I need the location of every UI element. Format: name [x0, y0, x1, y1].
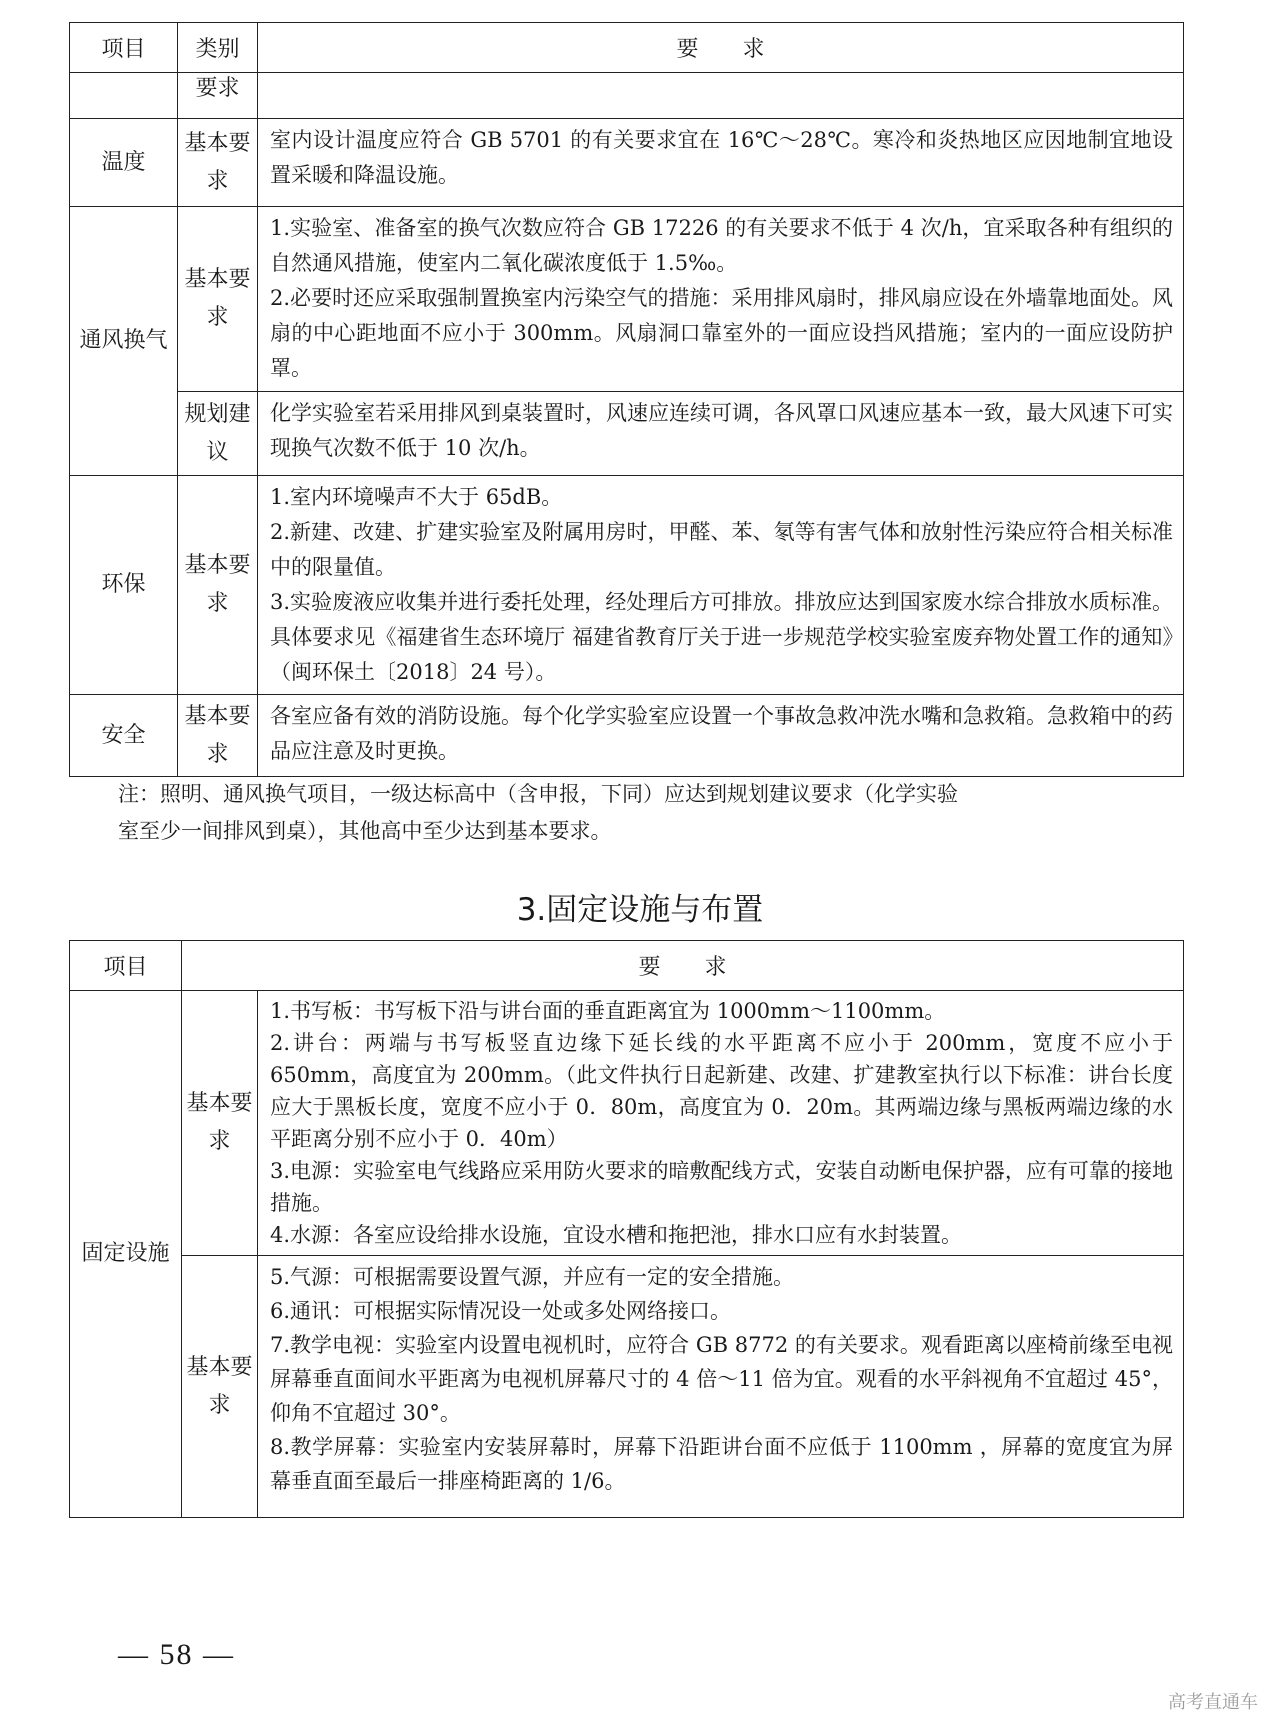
section-title: 3.固定设施与布置: [516, 892, 764, 928]
requirement-cell: 各室应备有效的消防设施。每个化学实验室应设置一个事故急救冲洗水嘴和急救箱。急救箱中的药品应注意及时更换。: [258, 695, 1184, 777]
requirement-line: 2.讲台：两端与书写板竖直边缘下延长线的水平距离不应小于 200mm，宽度不应小于 650mm，高度宜为 200mm。（此文件执行日起新建、改建、扩建教室执行以下标准：讲台长度应大于黑板长度，宽度不应小于 0．80m，高度宜为 0．20m。其两端边缘与黑板两端边缘的水平距离分别不应小于 0．40m）: [270, 1031, 1173, 1151]
requirement-line: 2.必要时还应采取强制置换室内污染空气的措施：采用排风扇时，排风扇应设在外墙靠地面处。风扇的中心距地面不应小于 300mm。风扇洞口靠室外的一面应设挡风措施；室内的一面应设防护罩。: [270, 286, 1173, 380]
table-row: [70, 73, 1184, 119]
requirement-cell: [258, 476, 1184, 695]
requirement-line: 2.新建、改建、扩建实验室及附属用房时，甲醛、苯、氡等有害气体和放射性污染应符合相关标准中的限量值。: [270, 520, 1173, 579]
requirement-line: 6.通讯：可根据实际情况设一处或多处网络接口。: [270, 1299, 732, 1323]
item-cell: 固定设施: [70, 991, 182, 1518]
requirement-line: 3.电源：实验室电气线路应采用防火要求的暗敷配线方式，安装自动断电保护器，应有可靠的接地措施。: [270, 1159, 1173, 1215]
header-category: 类别: [178, 23, 258, 73]
requirement-cell: [258, 991, 1184, 1256]
category-cell: 要求: [178, 73, 258, 119]
table-note: [118, 776, 1158, 850]
category-cell: 规划建议: [178, 392, 258, 476]
table-row-safety: [70, 695, 1184, 777]
category-cell: 基本要求: [178, 476, 258, 695]
requirement-cell: [258, 1256, 1184, 1518]
category-cell: 基本要求: [178, 695, 258, 777]
category-cell: 基本要求: [178, 119, 258, 207]
table-header-row: [70, 941, 1184, 991]
watermark: 高考直通车: [1168, 1692, 1258, 1713]
header-item: 项目: [70, 941, 182, 991]
item-cell: 安全: [70, 695, 178, 777]
requirement-line: 1.实验室、准备室的换气次数应符合 GB 17226 的有关要求不低于 4 次/h，宜采取各种有组织的自然通风措施，使室内二氧化碳浓度低于 1.5‰。: [270, 216, 1173, 275]
requirement-cell-empty: [258, 73, 1184, 119]
requirement-cell: [258, 207, 1184, 392]
table-header-row: [70, 23, 1184, 73]
requirement-line: 4.水源：各室应设给排水设施，宜设水槽和拖把池，排水口应有水封装置。: [270, 1223, 963, 1247]
item-cell-empty: [70, 73, 178, 119]
requirement-line: 8.教学屏幕：实验室内安装屏幕时，屏幕下沿距讲台面不应低于 1100mm ，屏幕的宽度宜为屏幕垂直面至最后一排座椅距离的 1/6。: [270, 1435, 1173, 1493]
item-cell: 环保: [70, 476, 178, 695]
page-number: — 58 —: [118, 1638, 235, 1671]
requirement-cell: 室内设计温度应符合 GB 5701 的有关要求宜在 16℃～28℃。寒冷和炎热地区应因地制宜地设置采暖和降温设施。: [258, 119, 1184, 207]
requirement-line: 1.书写板：书写板下沿与讲台面的垂直距离宜为 1000mm～1100mm。: [270, 999, 946, 1023]
requirement-line: 1.室内环境噪声不大于 65dB。: [270, 485, 563, 509]
requirement-line: 3.实验废液应收集并进行委托处理，经处理后方可排放。排放应达到国家废水综合排放水质标准。具体要求见《福建省生态环境厅 福建省教育厅关于进一步规范学校实验室废弃物处置工作的通知》（闽环保土〔2018〕24 号）。: [270, 590, 1173, 684]
requirement-cell: 化学实验室若采用排风到桌装置时，风速应连续可调，各风罩口风速应基本一致，最大风速下可实现换气次数不低于 10 次/h。: [258, 392, 1184, 476]
table-row-fixed-facilities-2: [70, 1256, 1184, 1518]
table-row-ventilation: [70, 207, 1184, 392]
table-row-environment: [70, 476, 1184, 695]
table-row-temperature: [70, 119, 1184, 207]
table-row-ventilation-plan: [70, 392, 1184, 476]
requirements-table-fixed-facilities: [69, 940, 1184, 1518]
category-cell: 基本要求: [182, 991, 258, 1256]
requirements-table-environment: [69, 22, 1184, 777]
header-item: 项目: [70, 23, 178, 73]
header-requirement: 要 求: [182, 941, 1184, 991]
requirement-line: 5.气源：可根据需要设置气源，并应有一定的安全措施。: [270, 1265, 795, 1289]
category-cell: 基本要求: [182, 1256, 258, 1518]
item-cell: 通风换气: [70, 207, 178, 476]
header-requirement: 要 求: [258, 23, 1184, 73]
table-row-fixed-facilities-1: [70, 991, 1184, 1256]
item-cell: 温度: [70, 119, 178, 207]
category-cell: 基本要求: [178, 207, 258, 392]
requirement-line: 7.教学电视：实验室内设置电视机时，应符合 GB 8772 的有关要求。观看距离以座椅前缘至电视屏幕垂直面间水平距离为电视机屏幕尺寸的 4 倍～11 倍为宜。观看的水平斜视角不宜超过 45°，仰角不宜超过 30°。: [270, 1333, 1173, 1425]
note-line-1: 注：照明、通风换气项目，一级达标高中（含申报，下同）应达到规划建议要求（化学实验: [118, 782, 958, 806]
note-line-2: 室至少一间排风到桌），其他高中至少达到基本要求。: [118, 819, 612, 843]
